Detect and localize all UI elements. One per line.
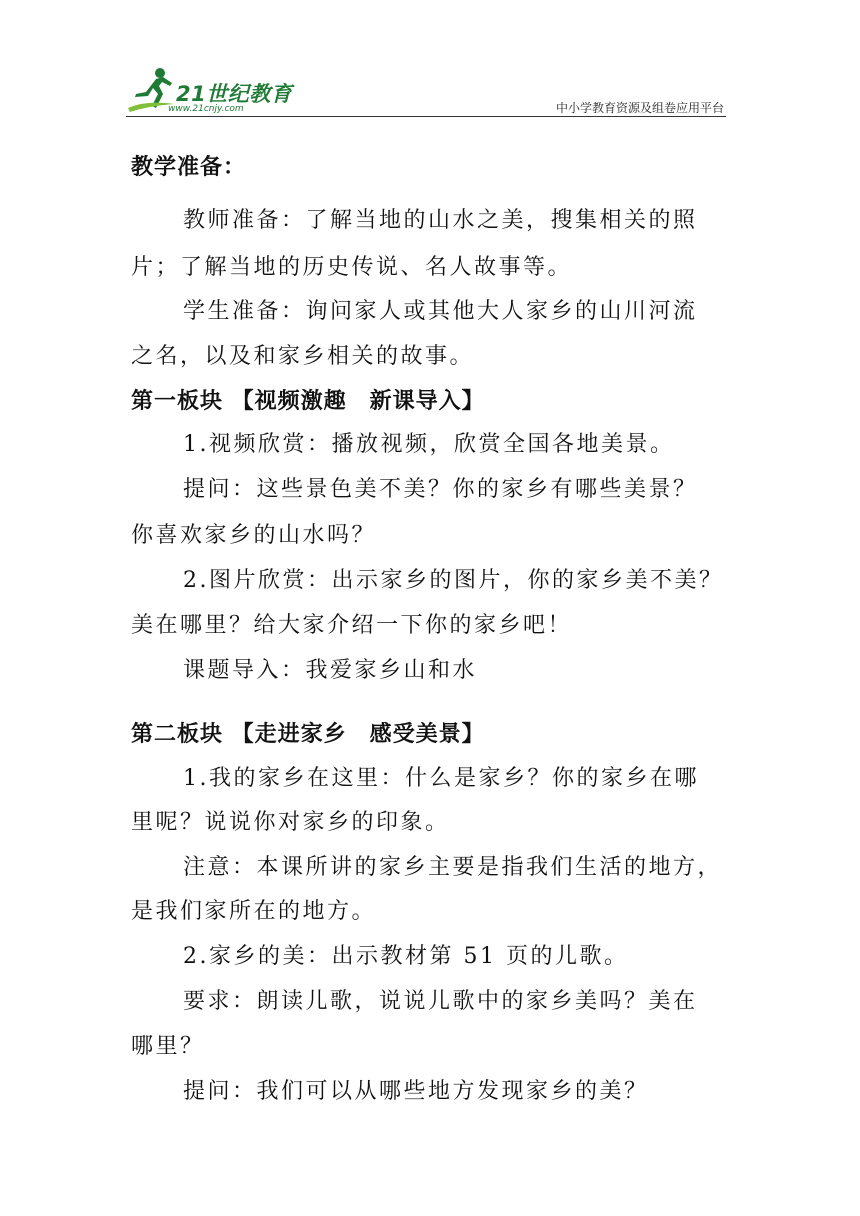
paragraph-line: 哪里？ bbox=[131, 1034, 205, 1059]
paragraph-line: 要求：朗读儿歌，说说儿歌中的家乡美吗？美在 bbox=[183, 989, 698, 1014]
paragraph-line: 片；了解当地的历史传说、名人故事等。 bbox=[131, 255, 573, 280]
section-heading: 第一板块 【视频激趣 新课导入】 bbox=[131, 388, 485, 414]
logo bbox=[126, 64, 296, 118]
section-heading: 教学准备： bbox=[131, 154, 247, 180]
paragraph-line: 是我们家所在的地方。 bbox=[131, 899, 377, 924]
section-heading: 第二板块 【走进家乡 感受美景】 bbox=[131, 721, 485, 747]
paragraph-line: 提问：我们可以从哪些地方发现家乡的美？ bbox=[183, 1079, 649, 1104]
paragraph-line: 课题导入：我爱家乡山和水 bbox=[183, 658, 478, 683]
logo-text: 21世纪教育 bbox=[176, 82, 293, 106]
paragraph-line: 里呢？说说你对家乡的印象。 bbox=[131, 810, 450, 835]
paragraph-line: 你喜欢家乡的山水吗？ bbox=[131, 523, 377, 548]
platform-name: 中小学教育资源及组卷应用平台 bbox=[555, 101, 724, 115]
paragraph-line: 1.我的家乡在这里：什么是家乡？你的家乡在哪 bbox=[183, 766, 699, 791]
page-header bbox=[0, 0, 860, 120]
paragraph-line: 学生准备：询问家人或其他大人家乡的山川河流 bbox=[183, 299, 698, 324]
paragraph-line: 教师准备：了解当地的山水之美，搜集相关的照 bbox=[183, 208, 698, 233]
logo-url: www.21cnjy.com bbox=[168, 104, 244, 114]
paragraph-line: 美在哪里？给大家介绍一下你的家乡吧！ bbox=[131, 613, 573, 638]
paragraph-line: 提问：这些景色美不美？你的家乡有哪些美景？ bbox=[183, 477, 698, 502]
paragraph-line: 之名，以及和家乡相关的故事。 bbox=[131, 344, 475, 369]
header-divider bbox=[126, 116, 726, 117]
paragraph-line: 注意：本课所讲的家乡主要是指我们生活的地方， bbox=[183, 855, 723, 880]
paragraph-line: 2.家乡的美：出示教材第 51 页的儿歌。 bbox=[183, 944, 629, 969]
paragraph-line: 1.视频欣赏：播放视频，欣赏全国各地美景。 bbox=[183, 432, 675, 457]
paragraph-line: 2.图片欣赏：出示家乡的图片，你的家乡美不美？ bbox=[183, 568, 724, 593]
